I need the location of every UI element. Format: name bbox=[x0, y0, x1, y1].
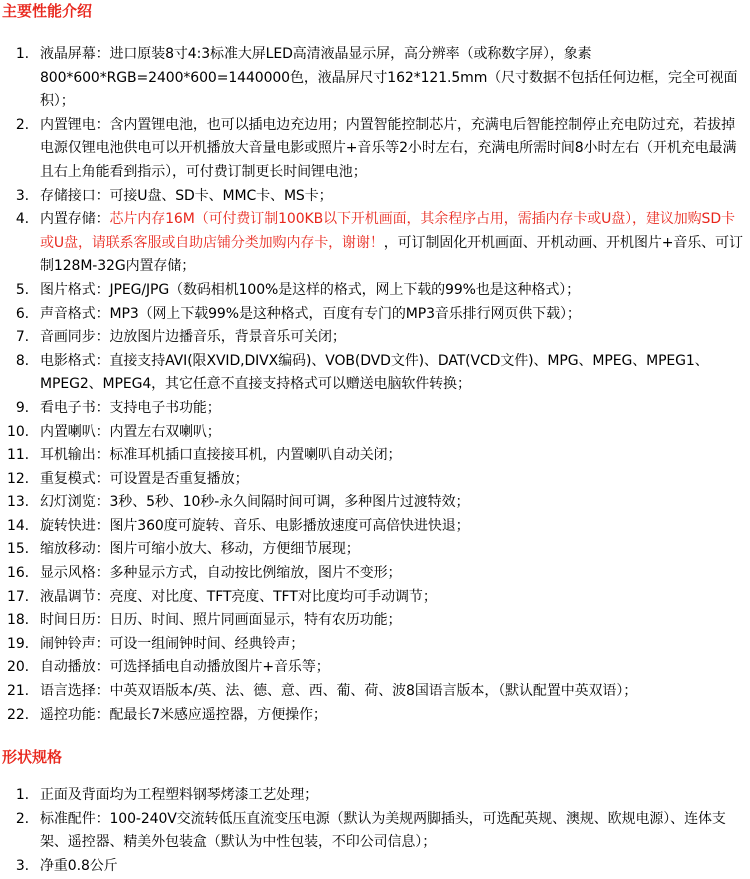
list-item bbox=[0, 208, 750, 279]
item-number: 5. bbox=[15, 281, 29, 298]
item-label: 看电子书： bbox=[40, 399, 110, 416]
item-text: 净重0.8公斤 bbox=[40, 858, 118, 874]
list-item bbox=[0, 114, 750, 185]
list-item bbox=[0, 43, 750, 114]
item-label: 重复模式： bbox=[40, 470, 110, 487]
list-item bbox=[0, 609, 750, 633]
item-text: 进口原装8寸4:3标准大屏LED高清液晶显示屏，高分辨率（或称数字屏），象素800*600*RGB=2400*600=1440000色，液晶屏尺寸162*121.5mm（尺寸数据不包括任何边框，完全可视面积）； bbox=[40, 46, 738, 110]
item-number: 6. bbox=[15, 305, 29, 322]
item-label: 耳机输出： bbox=[40, 447, 110, 464]
item-label: 遥控功能： bbox=[40, 706, 110, 723]
item-text: 100-240V交流转低压直流变压电源（默认为美规两脚插头，可选配英规、澳规、欧规电源）、连体支架、遥控器、精美外包装盒（默认为中性包装，不印公司信息）； bbox=[40, 810, 726, 851]
list-item bbox=[0, 491, 750, 515]
item-text: 图片360度可旋转、音乐、电影播放速度可高倍快进快退； bbox=[109, 517, 470, 534]
item-label: 声音格式： bbox=[40, 305, 110, 322]
item-text: 图片可缩小放大、移动，方便细节展现； bbox=[109, 541, 360, 558]
item-label: 幻灯浏览： bbox=[40, 494, 110, 511]
item-label: 时间日历： bbox=[40, 612, 110, 629]
item-number: 20. bbox=[7, 659, 29, 676]
item-number: 18. bbox=[7, 612, 29, 629]
item-text: 支持电子书功能； bbox=[109, 399, 221, 416]
list-item bbox=[0, 444, 750, 468]
item-label: 液晶屏幕： bbox=[40, 46, 110, 62]
item-text: 含内置锂电池，也可以插电边充边用；内置智能控制芯片，充满电后智能控制停止充电防过充，若拔掉电源仅锂电池供电可以开机播放大音量电影或照片+音乐等2小时左右，充满电所需时间8小时左右（开机充电最满且右上角能看到指示），可付费订制更长时间锂电池； bbox=[40, 116, 737, 180]
list-item bbox=[0, 633, 750, 657]
item-number: 17. bbox=[7, 588, 29, 605]
item-text: 可设一组闹钟时间、经典铃声； bbox=[109, 635, 305, 652]
list-item bbox=[0, 397, 750, 421]
list-item bbox=[0, 350, 750, 397]
item-label: 闹钟铃声： bbox=[40, 635, 110, 652]
list-item bbox=[0, 586, 750, 610]
list-item bbox=[0, 784, 750, 808]
item-number: 4. bbox=[15, 211, 29, 228]
item-number: 8. bbox=[15, 352, 29, 369]
list-item bbox=[0, 303, 750, 327]
item-text: 可接U盘、SD卡、MMC卡、MS卡； bbox=[109, 187, 333, 204]
item-number: 7. bbox=[15, 329, 29, 346]
item-label: 电影格式： bbox=[40, 352, 110, 369]
item-number: 21. bbox=[7, 683, 29, 700]
list-item bbox=[0, 562, 750, 586]
item-number: 3. bbox=[15, 858, 29, 874]
list-item bbox=[0, 279, 750, 303]
item-text: MP3（网上下载99%是这种格式，百度有专门的MP3音乐排行网页供下载）； bbox=[109, 305, 581, 322]
item-number: 1. bbox=[15, 787, 29, 804]
list-item bbox=[0, 185, 750, 209]
list-item bbox=[0, 855, 750, 879]
list-item bbox=[0, 421, 750, 445]
item-number: 2. bbox=[15, 810, 29, 827]
spec-list bbox=[0, 784, 750, 878]
item-label: 自动播放： bbox=[40, 659, 110, 676]
list-item bbox=[0, 468, 750, 492]
section-specifications bbox=[0, 746, 750, 878]
item-label: 语言选择： bbox=[40, 683, 110, 700]
item-text: 配最长7米感应遥控器，方便操作； bbox=[109, 706, 327, 723]
item-number: 15. bbox=[7, 541, 29, 558]
list-item bbox=[0, 538, 750, 562]
feature-list bbox=[0, 43, 750, 727]
item-text: 中英双语版本/英、法、德、意、西、葡、荷、波8国语言版本，（默认配置中英双语）； bbox=[109, 683, 638, 700]
list-item bbox=[0, 680, 750, 704]
list-item bbox=[0, 656, 750, 680]
item-number: 3. bbox=[15, 187, 29, 204]
item-label: 旋转快进： bbox=[40, 517, 110, 534]
item-number: 13. bbox=[7, 494, 29, 511]
item-number: 19. bbox=[7, 635, 29, 652]
item-text: 可设置是否重复播放； bbox=[109, 470, 249, 487]
item-label: 内置存储： bbox=[40, 211, 110, 228]
item-number: 14. bbox=[7, 517, 29, 534]
item-text: 直接支持AVI(限XVID,DIVX编码)、VOB(DVD文件)、DAT(VCD文件)、MPG、MPEG、MPEG1、MPEG2、MPEG4，其它任意不直接支持格式可以赠送电脑软件转换； bbox=[40, 352, 709, 393]
item-number: 10. bbox=[7, 423, 29, 440]
item-number: 11. bbox=[7, 447, 29, 464]
item-text: 亮度、对比度、TFT亮度、TFT对比度均可手动调节； bbox=[109, 588, 437, 605]
item-text: ，可订制固化开机画面、开机动画、开机图片+音乐、可订制128M-32G内置存储； bbox=[40, 234, 743, 275]
item-label: 内置喇叭： bbox=[40, 423, 110, 440]
item-label: 存储接口： bbox=[40, 187, 110, 204]
item-number: 22. bbox=[7, 706, 29, 723]
item-text: 内置左右双喇叭； bbox=[109, 423, 221, 440]
item-label: 图片格式： bbox=[40, 281, 110, 298]
item-number: 16. bbox=[7, 565, 29, 582]
item-text: 可选择插电自动播放图片+音乐等； bbox=[109, 659, 330, 676]
item-label: 缩放移动： bbox=[40, 541, 110, 558]
list-item bbox=[0, 808, 750, 855]
item-label: 标准配件： bbox=[40, 810, 110, 827]
item-number: 12. bbox=[7, 470, 29, 487]
item-number: 1. bbox=[15, 46, 29, 62]
list-item bbox=[0, 515, 750, 539]
list-item bbox=[0, 326, 750, 350]
item-text: 标准耳机插口直接接耳机，内置喇叭自动关闭； bbox=[109, 447, 402, 464]
item-text: 多种显示方式，自动按比例缩放，图片不变形； bbox=[109, 565, 402, 582]
item-warning-text: 芯片内存16M（可付费订制100KB以下开机画面，其余程序占用，需插内存卡或U盘），建议加购SD卡或U盘，请联系客服或自助店铺分类加购内存卡，谢谢！ bbox=[40, 211, 735, 251]
item-text: 3秒、5秒、10秒-永久间隔时间可调，多种图片过渡特效； bbox=[109, 494, 470, 511]
item-text: JPEG/JPG（数码相机100%是这样的格式，网上下载的99%也是这种格式）； bbox=[109, 281, 581, 298]
item-number: 9. bbox=[15, 399, 29, 416]
item-label: 音画同步： bbox=[40, 329, 110, 346]
item-number: 2. bbox=[15, 116, 29, 133]
item-label: 显示风格： bbox=[40, 565, 110, 582]
item-text: 边放图片边播音乐，背景音乐可关闭； bbox=[109, 329, 346, 346]
item-label: 内置锂电： bbox=[40, 116, 110, 133]
section-title-specifications: 形状规格 bbox=[2, 748, 63, 767]
list-item bbox=[0, 704, 750, 728]
section-title-features: 主要性能介绍 bbox=[2, 2, 93, 20]
item-text: 正面及背面均为工程塑料钢琴烤漆工艺处理； bbox=[40, 787, 318, 804]
item-label: 液晶调节： bbox=[40, 588, 110, 605]
item-text: 日历、时间、照片同画面显示，特有农历功能； bbox=[109, 612, 402, 629]
